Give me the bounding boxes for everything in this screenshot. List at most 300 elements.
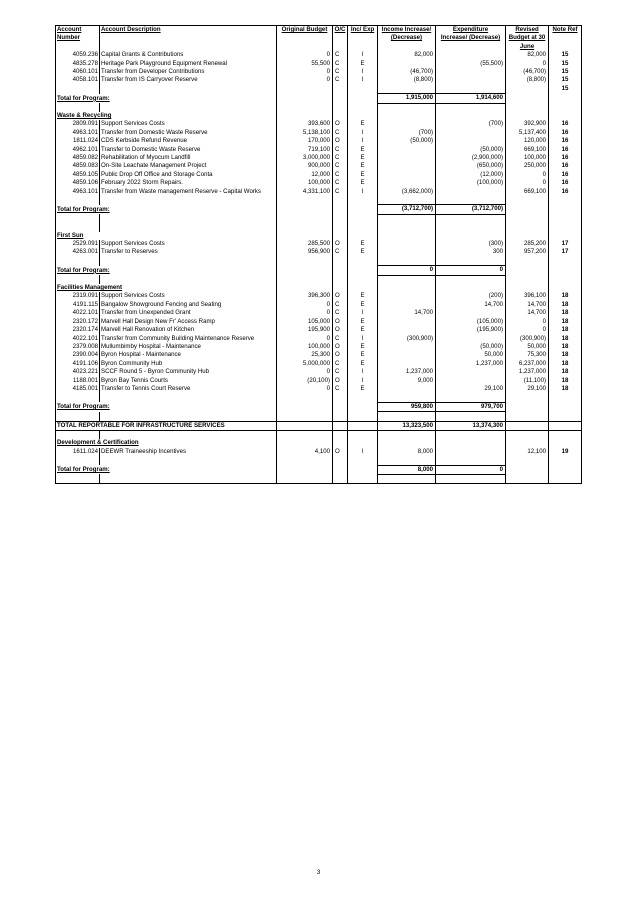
note-ref [549,284,582,292]
note-ref: 18 [549,326,582,334]
inc-exp-flag: E [348,343,378,351]
original-budget: 396,300 [277,292,333,300]
expenditure-total: 0 [436,266,506,275]
income-change [378,85,436,94]
inc-exp-flag [348,284,378,292]
inc-exp-flag [348,85,378,94]
expenditure-change: 1,237,000 [436,360,506,368]
oc-flag [333,85,348,94]
blank-cell [333,474,348,483]
note-ref: 15 [549,85,582,94]
expenditure-change [436,85,506,94]
blank-cell [348,214,378,223]
original-budget: 5,000,000 [277,360,333,368]
expenditure-change: (300) [436,240,506,248]
blank-row [56,223,582,231]
expenditure-change: (105,000) [436,318,506,326]
account-description: Support Services Costs [100,292,277,300]
blank-cell [100,257,277,266]
original-budget: 12,000 [277,171,333,179]
note-ref: 16 [549,120,582,128]
table-row [56,188,582,196]
account-number: 4185.001 [56,385,100,393]
table-row [56,248,582,256]
account-number: 4058.101 [56,76,100,84]
oc-flag: O [333,240,348,248]
income-total: 1,915,000 [378,94,436,103]
oc-flag: O [333,326,348,334]
blank-cell [549,214,582,223]
account-description: Transfer from Community Building Maintenance Reserve [100,335,277,343]
account-description: Public Drop Off Office and Storage Conta [100,171,277,179]
revised-budget [506,266,549,275]
revised-budget: 75,300 [506,351,549,359]
expenditure-change [436,309,506,317]
note-ref: 18 [549,368,582,376]
blank-cell [277,430,333,439]
blank-cell [56,275,100,284]
blank-cell [506,275,549,284]
revised-budget: 0 [506,60,549,68]
expenditure-change [436,284,506,292]
note-ref [549,402,582,411]
oc-flag: C [333,51,348,59]
blank-cell [100,456,277,465]
original-budget [277,85,333,94]
note-ref: 18 [549,301,582,309]
blank-cell [348,393,378,402]
account-description: DEEWR Traineeship Incentives [100,448,277,456]
blank-cell [436,412,506,421]
header-income: Income Increase/ (Decrease) [378,26,436,52]
blank-cell [549,103,582,112]
inc-exp-flag: I [348,129,378,137]
expenditure-change [436,377,506,385]
note-ref: 18 [549,360,582,368]
account-description: Rehabilitation of Myocum Landfill [100,154,277,162]
section-title: Facilities Management [56,284,277,292]
blank-row [56,474,582,483]
inc-exp-flag: E [348,318,378,326]
note-ref [549,232,582,240]
total-label: Total for Program: [56,266,277,275]
revised-budget [506,85,549,94]
oc-flag: C [333,68,348,76]
inc-exp-flag: I [348,76,378,84]
blank-cell [348,275,378,284]
original-budget: 195,900 [277,326,333,334]
original-budget: 0 [277,385,333,393]
section-title: First Sun [56,232,277,240]
blank-cell [378,223,436,231]
income-change: 8,000 [378,448,436,456]
blank-cell [56,456,100,465]
expenditure-change: (700) [436,120,506,128]
header-expenditure: Expenditure Increase/ (Decrease) [436,26,506,52]
account-description: Support Services Costs [100,240,277,248]
inc-exp-flag [348,465,378,474]
grand-total-row [56,421,582,430]
account-description: Transfer from Waste management Reserve - Capital Works [100,188,277,196]
original-budget [277,266,333,275]
original-budget [277,112,333,120]
income-change: 1,237,000 [378,368,436,376]
total-label: TOTAL REPORTABLE FOR INFRASTRUCTURE SERVICES [56,421,277,430]
page-number: 3 [316,869,321,876]
account-description: Byron Hospital - Maintenance [100,351,277,359]
blank-cell [549,196,582,205]
blank-cell [506,474,549,483]
oc-flag: O [333,292,348,300]
blank-cell [100,430,277,439]
original-budget [277,232,333,240]
inc-exp-flag [348,112,378,120]
blank-cell [506,223,549,231]
blank-cell [506,412,549,421]
account-number: 2320.172 [56,318,100,326]
oc-flag: C [333,188,348,196]
account-number: 4962.101 [56,146,100,154]
note-ref [549,266,582,275]
expenditure-total: 1,914,600 [436,94,506,103]
account-number: 2809.091 [56,120,100,128]
note-ref [549,465,582,474]
expenditure-change [436,335,506,343]
account-number: 2390.004 [56,351,100,359]
blank-cell [549,412,582,421]
table-row [56,171,582,179]
note-ref: 18 [549,318,582,326]
income-change: 14,700 [378,309,436,317]
blank-cell [348,456,378,465]
income-change [378,284,436,292]
expenditure-change: 50,000 [436,351,506,359]
oc-flag: C [333,335,348,343]
blank-cell [56,196,100,205]
expenditure-change [436,448,506,456]
oc-flag: C [333,368,348,376]
oc-flag [333,112,348,120]
original-budget: 0 [277,368,333,376]
table-row [56,179,582,187]
oc-flag: C [333,154,348,162]
account-description: Transfer to Reserves [100,248,277,256]
oc-flag [333,94,348,103]
inc-exp-flag: E [348,60,378,68]
blank-cell [277,456,333,465]
blank-cell [333,257,348,266]
table-row [56,162,582,170]
expenditure-change [436,112,506,120]
oc-flag: C [333,146,348,154]
blank-cell [348,223,378,231]
inc-exp-flag: I [348,448,378,456]
table-row [56,240,582,248]
oc-flag: C [333,179,348,187]
expenditure-change: (50,000) [436,146,506,154]
original-budget: 956,900 [277,248,333,256]
account-number: 4963.101 [56,188,100,196]
income-total: 13,323,500 [378,421,436,430]
inc-exp-flag: E [348,301,378,309]
blank-cell [333,223,348,231]
original-budget [277,402,333,411]
revised-budget: 14,700 [506,301,549,309]
expenditure-change: (2,900,000) [436,154,506,162]
income-total: 959,800 [378,402,436,411]
account-description: SCCF Round 5 - Byron Community Hub [100,368,277,376]
original-budget: 0 [277,68,333,76]
blank-cell [378,103,436,112]
account-description: Transfer from IS Carryover Reserve [100,76,277,84]
blank-cell [378,275,436,284]
account-number: 4060.101 [56,68,100,76]
total-label: Total for Program: [56,465,277,474]
blank-cell [56,214,100,223]
income-change [378,232,436,240]
inc-exp-flag [348,402,378,411]
program-total-row [56,465,582,474]
account-description: Transfer from Developer Contributions [100,68,277,76]
account-description [100,85,277,94]
table-row [56,85,582,94]
account-description: Marvell Hall Design New Fr' Access Ramp [100,318,277,326]
note-ref: 15 [549,68,582,76]
original-budget [277,94,333,103]
note-ref: 16 [549,162,582,170]
account-number: 4059.236 [56,51,100,59]
blank-cell [333,393,348,402]
original-budget: 900,000 [277,162,333,170]
oc-flag: O [333,343,348,351]
inc-exp-flag: E [348,351,378,359]
original-budget [277,421,333,430]
inc-exp-flag: E [348,146,378,154]
table-row [56,360,582,368]
account-number: 1611.024 [56,448,100,456]
blank-cell [333,103,348,112]
inc-exp-flag [348,421,378,430]
original-budget: 105,000 [277,318,333,326]
blank-cell [277,474,333,483]
header-account: Account Number [56,26,100,52]
account-description: On-Site Leachate Management Project [100,162,277,170]
blank-cell [506,214,549,223]
inc-exp-flag: I [348,335,378,343]
blank-row [56,456,582,465]
inc-exp-flag: E [348,240,378,248]
revised-budget [506,284,549,292]
table-row [56,60,582,68]
note-ref: 15 [549,60,582,68]
revised-budget: 0 [506,318,549,326]
blank-cell [333,275,348,284]
income-change [378,351,436,359]
inc-exp-flag: E [348,326,378,334]
blank-cell [436,223,506,231]
expenditure-change [436,368,506,376]
account-number [56,85,100,94]
note-ref [549,112,582,120]
table-row [56,76,582,84]
table-row [56,137,582,145]
original-budget: 100,000 [277,343,333,351]
account-number: 4859.083 [56,162,100,170]
revised-budget: 100,000 [506,154,549,162]
account-number: 2319.091 [56,292,100,300]
note-ref: 18 [549,292,582,300]
expenditure-change: (55,500) [436,60,506,68]
original-budget: 285,500 [277,240,333,248]
income-change [378,343,436,351]
income-change [378,146,436,154]
revised-budget [506,465,549,474]
table-row [56,309,582,317]
original-budget: 4,331,100 [277,188,333,196]
original-budget [277,465,333,474]
table-row [56,154,582,162]
account-number: 4022.101 [56,309,100,317]
oc-flag [333,465,348,474]
income-change [378,60,436,68]
table-row [56,68,582,76]
blank-cell [436,393,506,402]
account-description: Transfer to Domestic Waste Reserve [100,146,277,154]
blank-cell [100,393,277,402]
expenditure-change [436,439,506,447]
expenditure-change [436,68,506,76]
original-budget [277,205,333,214]
note-ref [549,94,582,103]
blank-cell [277,103,333,112]
section-header-row [56,232,582,240]
oc-flag: C [333,171,348,179]
expenditure-change [436,232,506,240]
note-ref: 19 [549,448,582,456]
account-number: 4859.105 [56,171,100,179]
oc-flag: C [333,60,348,68]
table-row [56,301,582,309]
expenditure-change: (12,000) [436,171,506,179]
expenditure-total: 0 [436,465,506,474]
expenditure-change [436,76,506,84]
revised-budget [506,421,549,430]
income-total: (3,712,700) [378,205,436,214]
table-row [56,292,582,300]
note-ref: 18 [549,377,582,385]
blank-cell [506,393,549,402]
blank-cell [100,196,277,205]
original-budget: 170,000 [277,137,333,145]
note-ref: 16 [549,179,582,187]
income-change [378,112,436,120]
blank-cell [100,214,277,223]
blank-cell [56,430,100,439]
oc-flag: C [333,385,348,393]
account-number: 1811.024 [56,137,100,145]
oc-flag: O [333,351,348,359]
account-number: 2379.008 [56,343,100,351]
blank-row [56,257,582,266]
blank-cell [506,103,549,112]
table-row [56,326,582,334]
blank-cell [378,393,436,402]
revised-budget: 396,100 [506,292,549,300]
table-row [56,318,582,326]
table-row [56,146,582,154]
income-change: 82,000 [378,51,436,59]
original-budget [277,284,333,292]
revised-budget: (300,900) [506,335,549,343]
inc-exp-flag [348,94,378,103]
oc-flag [333,205,348,214]
program-total-row [56,402,582,411]
inc-exp-flag [348,266,378,275]
oc-flag: C [333,162,348,170]
blank-cell [277,257,333,266]
blank-cell [100,474,277,483]
note-ref [549,205,582,214]
account-description: Transfer to Tennis Court Reserve [100,385,277,393]
oc-flag: O [333,448,348,456]
program-total-row [56,94,582,103]
blank-cell [549,257,582,266]
original-budget: 100,000 [277,179,333,187]
blank-cell [277,412,333,421]
program-total-row [56,266,582,275]
income-change [378,179,436,187]
revised-budget [506,94,549,103]
oc-flag: C [333,129,348,137]
income-change: (50,000) [378,137,436,145]
blank-cell [333,430,348,439]
blank-cell [56,103,100,112]
account-description: Heritage Park Playground Equipment Renewal [100,60,277,68]
inc-exp-flag: I [348,309,378,317]
income-change [378,360,436,368]
note-ref: 18 [549,351,582,359]
account-number: 1188.001 [56,377,100,385]
revised-budget: 392,900 [506,120,549,128]
inc-exp-flag: E [348,385,378,393]
blank-cell [277,223,333,231]
blank-cell [56,412,100,421]
blank-cell [436,103,506,112]
note-ref: 17 [549,240,582,248]
original-budget: 4,100 [277,448,333,456]
expenditure-change: 14,700 [436,301,506,309]
blank-row [56,196,582,205]
original-budget: 0 [277,301,333,309]
blank-row [56,214,582,223]
blank-cell [100,275,277,284]
inc-exp-flag: E [348,179,378,187]
income-change [378,301,436,309]
income-change: 9,000 [378,377,436,385]
blank-cell [436,456,506,465]
oc-flag: C [333,309,348,317]
expenditure-change: (200) [436,292,506,300]
income-change [378,385,436,393]
blank-cell [333,456,348,465]
oc-flag: C [333,76,348,84]
blank-cell [378,412,436,421]
income-total: 0 [378,266,436,275]
oc-flag [333,266,348,275]
section-header-row [56,284,582,292]
blank-cell [378,257,436,266]
total-label: Total for Program: [56,402,277,411]
